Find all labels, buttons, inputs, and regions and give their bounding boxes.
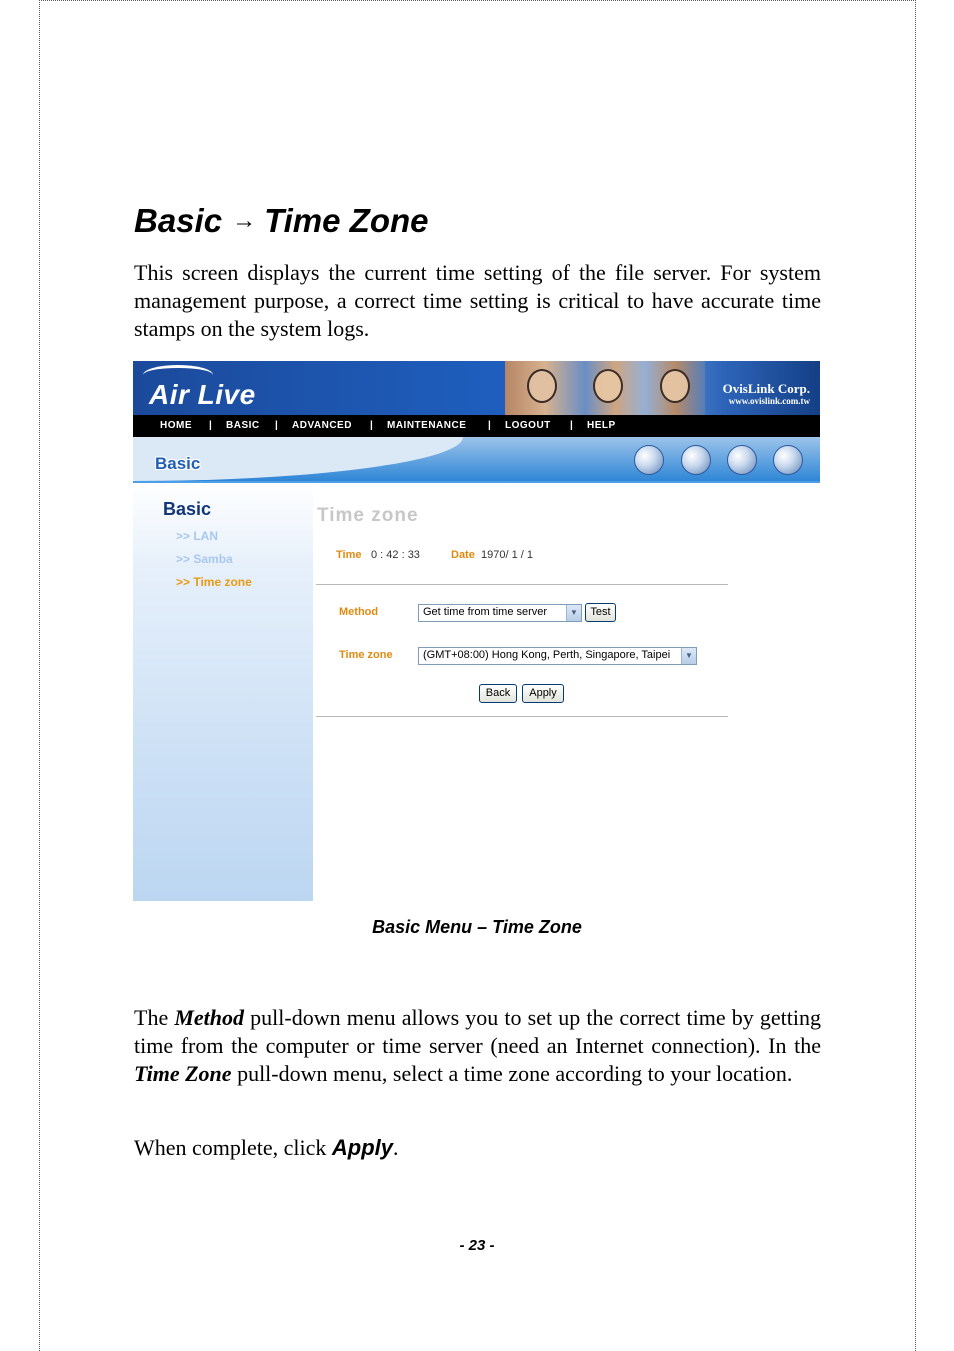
sidebar-item-samba[interactable]: >> Samba	[176, 552, 233, 566]
nav-maintenance[interactable]: MAINTENANCE	[387, 420, 467, 431]
timezone-select-value: (GMT+08:00) Hong Kong, Perth, Singapore, Taipei	[423, 649, 671, 661]
nav-advanced[interactable]: ADVANCED	[292, 420, 352, 431]
test-button[interactable]: Test	[585, 603, 616, 622]
screenshot-figure	[133, 361, 820, 901]
time-value: 0 : 42 : 33	[371, 549, 420, 561]
nav-logout[interactable]: LOGOUT	[505, 420, 551, 431]
section-tab-title: Basic	[155, 454, 201, 473]
back-button[interactable]: Back	[479, 684, 517, 703]
section-bar	[133, 437, 820, 481]
globe-icon	[634, 445, 664, 475]
date-value: 1970/ 1 / 1	[481, 549, 533, 561]
nav-separator: |	[488, 420, 491, 431]
figure-caption: Basic Menu – Time Zone	[372, 917, 582, 937]
method-para-text-3: pull-down menu, select a time zone according to your location.	[231, 1061, 793, 1086]
time-zone-keyword: Time Zone	[134, 1061, 232, 1086]
child-face-icon	[660, 369, 690, 403]
nav-home[interactable]: HOME	[160, 420, 192, 431]
divider	[316, 716, 728, 717]
nav-separator: |	[275, 420, 278, 431]
sidebar-item-time-zone[interactable]: >> Time zone	[176, 575, 252, 589]
apply-para-text-1: When complete, click	[134, 1135, 332, 1160]
heading-part-time-zone: Time Zone	[264, 202, 429, 239]
airlive-logo: Air Live	[149, 379, 256, 410]
apply-para-text-2: .	[393, 1135, 399, 1160]
apply-paragraph	[134, 1134, 821, 1162]
method-para-text-1: The	[134, 1005, 175, 1030]
banner	[133, 361, 820, 415]
corp-url: www.ovislink.com.tw	[728, 396, 810, 406]
method-select-value: Get time from time server	[423, 606, 548, 618]
globe-icon	[681, 445, 711, 475]
method-paragraph	[134, 1004, 821, 1088]
time-label: Time	[336, 549, 362, 561]
page-number: - 23 -	[459, 1237, 495, 1254]
chevron-down-icon: ▼	[681, 648, 696, 664]
arrow-right-icon: →	[232, 207, 257, 234]
method-para-text-2: pull-down menu allows you to set up the correct time by getting time from the computer or time server (need an Internet connection). In the	[134, 1005, 822, 1058]
apply-button[interactable]: Apply	[522, 684, 564, 703]
method-label: Method	[339, 606, 379, 618]
globe-icon	[727, 445, 757, 475]
chevron-down-icon: ▼	[566, 605, 581, 621]
date-label: Date	[451, 549, 475, 561]
corp-logo	[723, 383, 810, 407]
sidebar	[133, 483, 313, 901]
corp-name: OvisLink Corp.	[722, 381, 810, 396]
nav-help[interactable]: HELP	[587, 420, 616, 431]
method-select[interactable]	[418, 604, 582, 622]
child-face-icon	[527, 369, 557, 403]
child-face-icon	[593, 369, 623, 403]
method-keyword: Method	[174, 1005, 245, 1030]
apply-keyword: Apply	[331, 1135, 394, 1160]
nav-separator: |	[370, 420, 373, 431]
nav-separator: |	[570, 420, 573, 431]
nav-separator: |	[209, 420, 212, 431]
timezone-label: Time zone	[339, 649, 393, 661]
divider	[316, 584, 728, 585]
globe-icon	[773, 445, 803, 475]
timezone-select[interactable]	[418, 647, 697, 665]
sidebar-item-lan[interactable]: >> LAN	[176, 529, 219, 543]
section-heading	[134, 200, 834, 246]
heading-part-basic: Basic	[134, 202, 223, 239]
sidebar-title: Basic	[163, 499, 212, 519]
children-photo	[505, 361, 705, 415]
top-nav	[133, 415, 820, 437]
content-title: Time zone	[317, 505, 419, 526]
intro-paragraph: This screen displays the current time setting of the file server. For system management purpose, a correct time setting is critical to have accurate time stamps on the system logs.	[134, 260, 821, 341]
nav-basic[interactable]: BASIC	[226, 420, 260, 431]
